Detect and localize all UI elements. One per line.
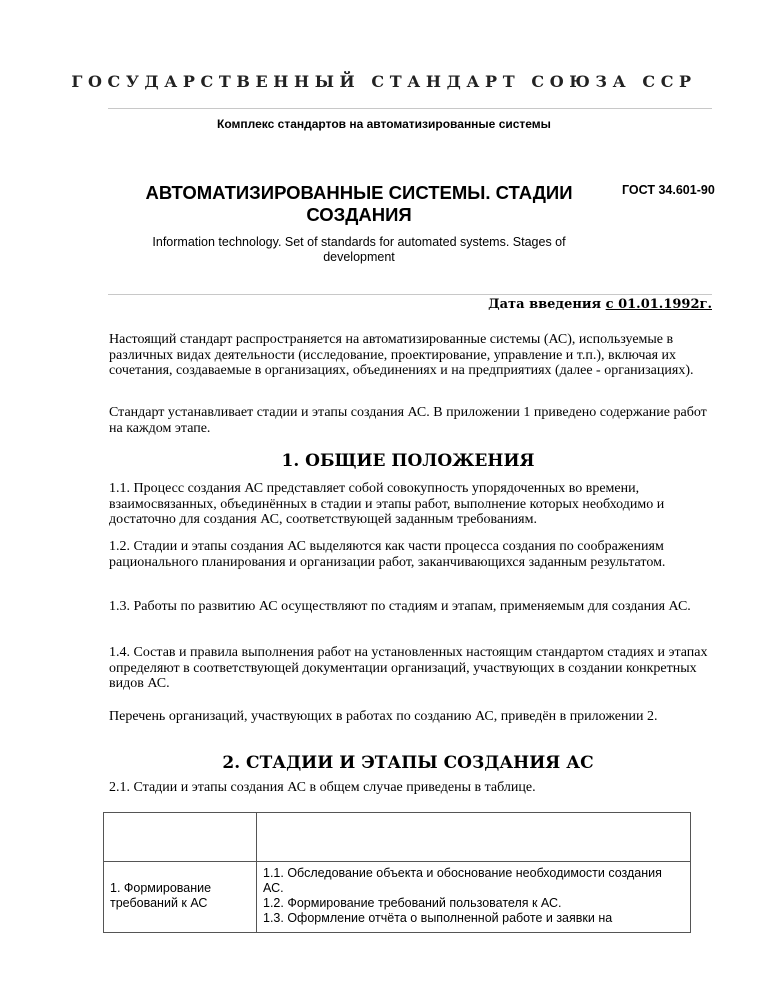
stages-intro-paragraph: Стандарт устанавливает стадии и этапы создания АС. В приложении 1 приведено содержание работ на каждом этапе. <box>109 405 707 436</box>
table-header-row <box>104 813 691 862</box>
document-title: АВТОМАТИЗИРОВАННЫЕ СИСТЕМЫ. СТАДИИ СОЗДАНИЯ <box>145 182 573 225</box>
table-header-cell <box>257 813 691 862</box>
clause-1-3: 1.3. Работы по развитию АС осуществляют по стадиям и этапам, применяемым для создания АС. <box>109 599 691 614</box>
introduction-date-label: Дата введения <box>488 297 602 312</box>
standards-complex-title: Комплекс стандартов на автоматизированные системы <box>217 117 551 131</box>
english-title: Information technology. Set of standards for automated systems. Stages of development <box>152 235 566 264</box>
title-divider <box>108 294 712 295</box>
stages-table <box>103 812 691 933</box>
section-1-heading: 1. ОБЩИЕ ПОЛОЖЕНИЯ <box>281 451 535 471</box>
introduction-date <box>488 297 712 312</box>
stage-cell: 1. Формирование требований к АС <box>104 862 257 933</box>
works-cell: 1.1. Обследование объекта и обоснование необходимости создания АС. 1.2. Формирование требований пользователя к АС. 1.3. Оформление отчёта о выполненной работе и заявки на <box>257 862 691 933</box>
clause-1-1: 1.1. Процесс создания АС представляет собой совокупность упорядоченных во времени, взаимосвязанных, объединённых в стадии и этапы работ, выполнение которых необходимо и достаточно для создания АС, соответствующей заданным требованиям. <box>109 481 665 528</box>
organizations-paragraph: Перечень организаций, участвующих в работах по созданию АС, приведён в приложении 2. <box>109 709 658 724</box>
clause-1-4: 1.4. Состав и правила выполнения работ на установленных настоящим стандартом стадиях и этапах определяют в соответствующей документации организаций, участвующих в создании конкретных видов АС. <box>109 645 708 692</box>
scope-paragraph: Настоящий стандарт распространяется на автоматизированные системы (АС), используемые в различных видах деятельности (исследование, проектирование, управление и т.п.), включая их сочетания, создаваемые в организациях, объединениях и на предприятиях (далее - организациях). <box>109 332 694 379</box>
top-divider <box>108 108 712 109</box>
table-row <box>104 862 691 933</box>
introduction-date-value: с 01.01.1992г. <box>605 297 712 312</box>
clause-2-1: 2.1. Стадии и этапы создания АС в общем случае приведены в таблице. <box>109 780 536 795</box>
gost-number: ГОСТ 34.601-90 <box>622 183 715 197</box>
state-standard-heading: ГОСУДАРСТВЕННЫЙ СТАНДАРТ СОЮЗА ССР <box>71 72 697 91</box>
clause-1-2: 1.2. Стадии и этапы создания АС выделяются как части процесса создания по соображениям рационального планирования и организации работ, заканчивающихся заданным результатом. <box>109 539 666 570</box>
section-2-heading: 2. СТАДИИ И ЭТАПЫ СОЗДАНИЯ АС <box>222 753 594 773</box>
table-header-cell <box>104 813 257 862</box>
